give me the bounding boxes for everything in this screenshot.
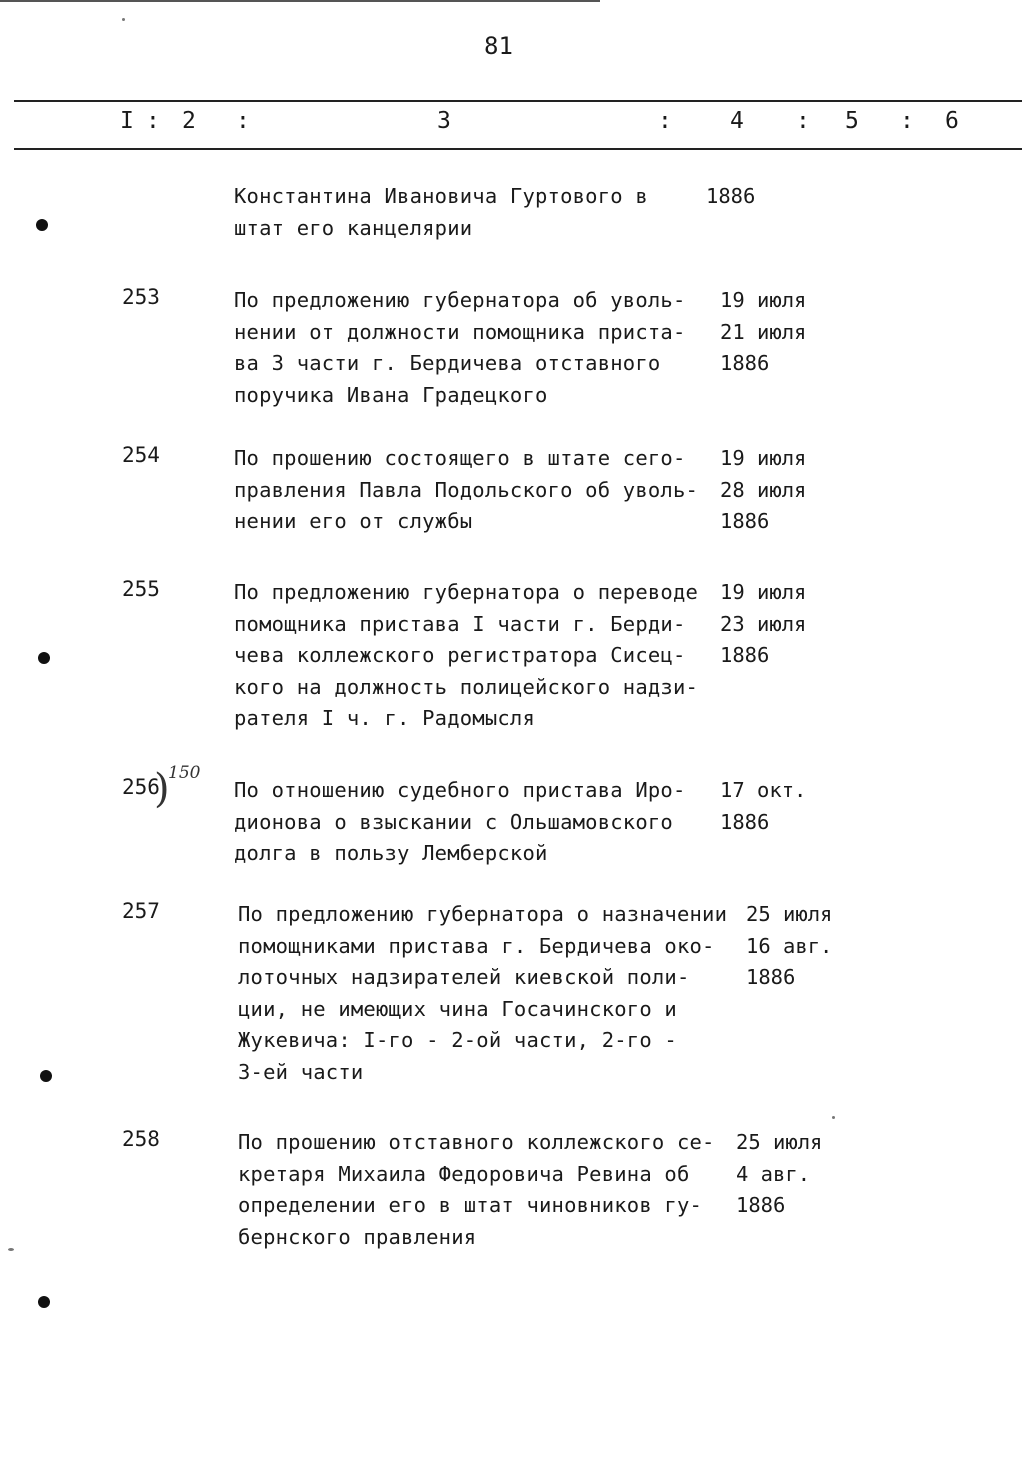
entry-dates: 17 окт. 1886 [720, 778, 807, 834]
speck [8, 1248, 14, 1251]
entry-number: 257 [122, 899, 160, 923]
column-separator: : [236, 108, 250, 134]
entry-dates: 25 июля 16 авг. 1886 [746, 902, 833, 989]
entry-number: 256 [122, 775, 160, 799]
table-rule-bottom [0, 0, 600, 2]
column-separator: : [796, 108, 810, 134]
entry-number: 253 [122, 285, 160, 309]
binding-hole [36, 219, 48, 231]
column-separator: : [658, 108, 672, 134]
column-header-1: I [120, 108, 134, 134]
speck [122, 18, 125, 21]
entry-text: По прошению состоящего в штате сего- правления Павла Подольского об уволь- нении его от службы [234, 446, 699, 533]
entry-text: По предложению губернатора об уволь- нении от должности помощника приста- ва 3 части г. Бердичева отставного поручика Ивана Градецкого [234, 288, 686, 407]
entry-number: 255 [122, 577, 160, 601]
entry-dates: 19 июля 28 июля 1886 [720, 446, 807, 533]
column-header-5: 5 [845, 108, 859, 134]
binding-hole [38, 1296, 50, 1308]
binding-hole [38, 652, 50, 664]
entry-text: По прошению отставного коллежского се- кретаря Михаила Федоровича Ревина об определении его в штат чиновников гу- бернского правления [238, 1130, 715, 1249]
column-header-2: 2 [182, 108, 196, 134]
entry-text: Константина Ивановича Гуртового в штат его канцелярии [234, 184, 648, 240]
column-header-4: 4 [730, 108, 744, 134]
column-separator: : [146, 108, 160, 134]
column-header-3: 3 [437, 108, 451, 134]
handwritten-annotation: 150 [168, 763, 201, 783]
page-number: 81 [484, 32, 513, 60]
bracket-mark: ) [154, 766, 170, 812]
entry-text: По предложению губернатора о переводе помощника пристава I части г. Берди- чева коллежского регистратора Сисец- кого на должность полицейского надзи- рателя I ч. г. Радомысля [234, 580, 699, 730]
entry-dates: 19 июля 23 июля 1886 [720, 580, 807, 667]
entry-number: 254 [122, 443, 160, 467]
column-separator: : [900, 108, 914, 134]
speck [832, 1116, 835, 1119]
entry-text: По предложению губернатора о назначении помощниками пристава г. Бердичева око- лоточных надзирателей киевской поли- ции, не имеющих чина Госачинского и Жукевича: I-го - 2-ой части, 2-го - 3-ей части [238, 902, 728, 1084]
binding-hole [40, 1070, 52, 1082]
entry-dates: 1886 [706, 184, 756, 208]
table-rule-mid [14, 148, 1022, 150]
entry-text: По отношению судебного пристава Иро- дионова о взыскании с Ольшамовского долга в пользу Лемберской [234, 778, 686, 865]
table-rule-top [14, 100, 1022, 102]
entry-dates: 19 июля 21 июля 1886 [720, 288, 807, 375]
entry-dates: 25 июля 4 авг. 1886 [736, 1130, 823, 1217]
entry-number: 258 [122, 1127, 160, 1151]
column-header-6: 6 [945, 108, 959, 134]
